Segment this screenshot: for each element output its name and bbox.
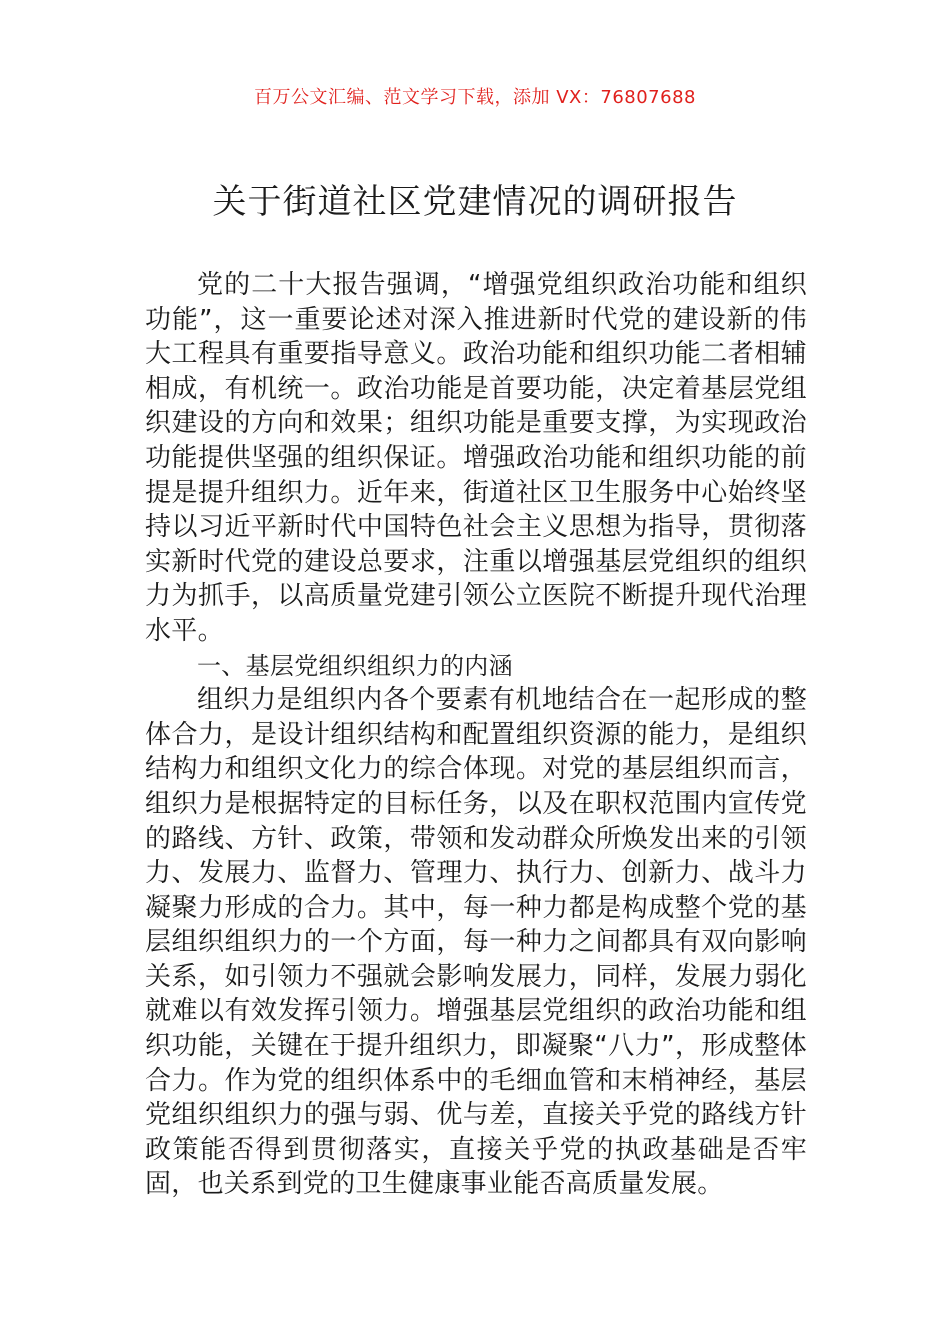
header-note: 百万公文汇编、范文学习下载，添加 VX：76807688 xyxy=(254,87,696,108)
section-heading: 一、基层党组织组织力的内涵 xyxy=(197,651,513,680)
intro-paragraph: 党的二十大报告强调，“增强党组织政治功能和组织功能”，这一重要论述对深入推进新时代党的建设新的伟大工程具有重要指导意义。政治功能和组织功能二者相辅相成，有机统一。政治功能是首要功能，决定着基层党组织建设的方向和效果；组织功能是重要支撑，为实现政治功能提供坚强的组织保证。增强政治功能和组织功能的前提是提升组织力。近年来，街道社区卫生服务中心始终坚持以习近平新时代中国特色社会主义思想为指导，贯彻落实新时代党的建设总要求，注重以增强基层党组织的组织力为抓手，以高质量党建引领公立医院不断提升现代治理水平。 xyxy=(145,270,807,646)
section-paragraph: 组织力是组织内各个要素有机地结合在一起形成的整体合力，是设计组织结构和配置组织资源的能力，是组织结构力和组织文化力的综合体现。对党的基层组织而言，组织力是根据特定的目标任务，以及在职权范围内宣传党的路线、方针、政策，带领和发动群众所焕发出来的引领力、发展力、监督力、管理力、执行力、创新力、战斗力凝聚力形成的合力。其中，每一种力都是构成整个党的基层组织组织力的一个方面，每一种力之间都具有双向影响关系，如引领力不强就会影响发展力，同样，发展力弱化就难以有效发挥引领力。增强基层党组织的政治功能和组织功能，关键在于提升组织力，即凝聚“八力”，形成整体合力。作为党的组织体系中的毛细血管和末梢神经，基层党组织组织力的强与弱、优与差，直接关乎党的路线方针政策能否得到贯彻落实，直接关乎党的执政基础是否牢固，也关系到党的卫生健康事业能否高质量发展。 xyxy=(145,685,807,1200)
document-title: 关于街道社区党建情况的调研报告 xyxy=(212,182,738,222)
document-body xyxy=(145,268,807,1202)
